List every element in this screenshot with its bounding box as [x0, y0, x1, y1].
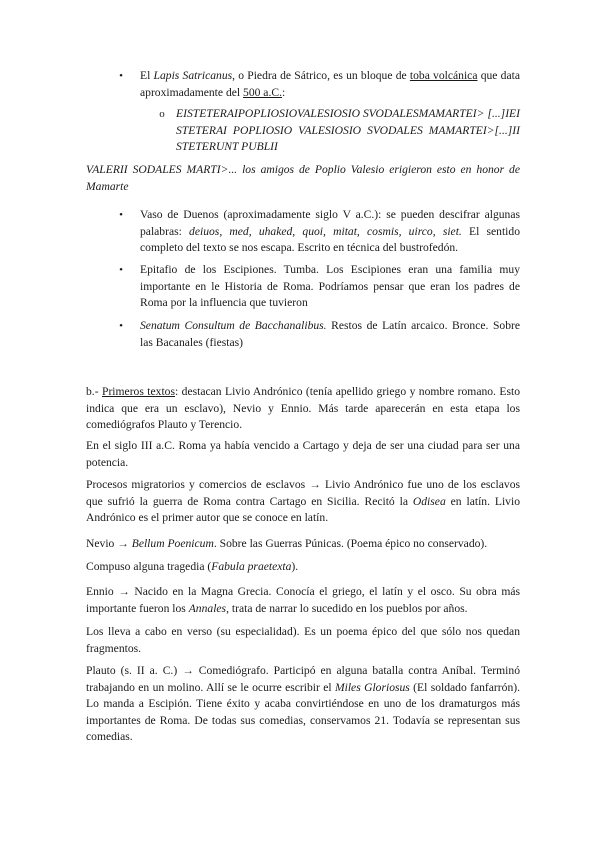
list-item-lapis: El Lapis Satricanus, o Piedra de Sátrico, es un bloque de toba volcánica que data aproximadamente del 500 a.C.: [140, 69, 520, 99]
bullet-icon: • [119, 209, 123, 221]
section-b-heading: Primeros textos [102, 385, 175, 398]
bullet-icon: • [119, 264, 123, 276]
bullet-icon: • [119, 320, 123, 332]
bullet-icon: • [119, 70, 123, 82]
paragraph-plauto: Plauto (s. II a. C.) → Comediógrafo. Participó en alguna batalla contra Aníbal. Terminó trabajando en un molino. Allí se le ocurre escribir el Miles Gloriosus (El soldado fanfarrón). Lo manda a Escipión. Tiene éxito y acaba convirtiéndose en uno de los dramaturgos más importantes de Roma. De todas sus comedias, conservamos 21. Todavía se representan sus comedias. [86, 664, 520, 743]
date-link[interactable]: 500 a.C. [243, 85, 282, 99]
sub-bullet-icon: o [159, 108, 165, 120]
inscription-text: EISTETERAIPOPLIOSIOVALESIOSIO SVODALESMAMARTEI> [...]IEI STETERAI POPLIOSIO VALESIOSIO SVODALES MAMARTEI>[...]II STETERUNT PUBLII [176, 107, 520, 153]
paragraph-tragedia: Compuso alguna tragedia (Fabula praetexta). [86, 560, 299, 573]
toba-link[interactable]: toba volcánica [409, 69, 478, 82]
translation-text: VALERII SODALES MARTI>... los amigos de Poplio Valesio erigieron esto en honor de Mamarte [86, 163, 520, 193]
paragraph-verso: Los lleva a cabo en verso (su especialidad). Es un poema épico del que sólo nos quedan fragmentos. [86, 625, 520, 655]
lapis-title: Lapis Satricanus [153, 69, 233, 82]
paragraph-ennio: Ennio → Nacido en la Magna Grecia. Conocía el griego, el latín y el osco. Su obra más importante fueron los Annales, trata de narrar lo sucedido en los pueblos por años. [86, 585, 520, 615]
paragraph-procesos: Procesos migratorios y comercios de esclavos → Livio Andrónico fue uno de los esclavos que sufrió la guerra de Roma contra Cartago en Sicilia. Recitó la Odisea en latín. Livio Andrónico es el primer autor que se conoce en latín. [86, 478, 520, 524]
duenos-words: deiuos, med, uhaked, quoi, mitat, cosmis, uirco, siet. [189, 224, 462, 238]
paragraph-nevio: Nevio → Bellum Poenicum. Sobre las Guerras Púnicas. (Poema épico no conservado). [86, 537, 488, 550]
list-item-duenos: Vaso de Duenos (aproximadamente siglo V a.C.): se pueden descifrar algunas palabras: deiuos, med, uhaked, quoi, mitat, cosmis, uirco, siet. El sentido completo del texto se nos escapa. Escrito en técnica del bustrofedón. [140, 208, 520, 254]
bacchanalibus-title: Senatum Consultum de Bacchanalibus. [140, 319, 327, 332]
list-item-escipiones: Epitafio de los Escipiones. Tumba. Los Escipiones eran una familia muy importante en le Historia de Roma. Podríamos pensar que eran los padres de Roma por la influencia que tuvieron [140, 263, 520, 309]
paragraph-siglo: En el siglo III a.C. Roma ya había vencido a Cartago y deja de ser una ciudad para ser una potencia. [86, 439, 520, 469]
list-item-bacchanalibus: Senatum Consultum de Bacchanalibus. Restos de Latín arcaico. Bronce. Sobre las Bacanales (fiestas) [140, 319, 520, 349]
section-b-paragraph: b.- Primeros textos: destacan Livio Andrónico (tenía apellido griego y nombre romano. Esto indica que era un esclavo), Nevio y Ennio. Más tarde aparecerán en esta etapa los comediógrafos Plauto y Terencio. [86, 385, 520, 431]
